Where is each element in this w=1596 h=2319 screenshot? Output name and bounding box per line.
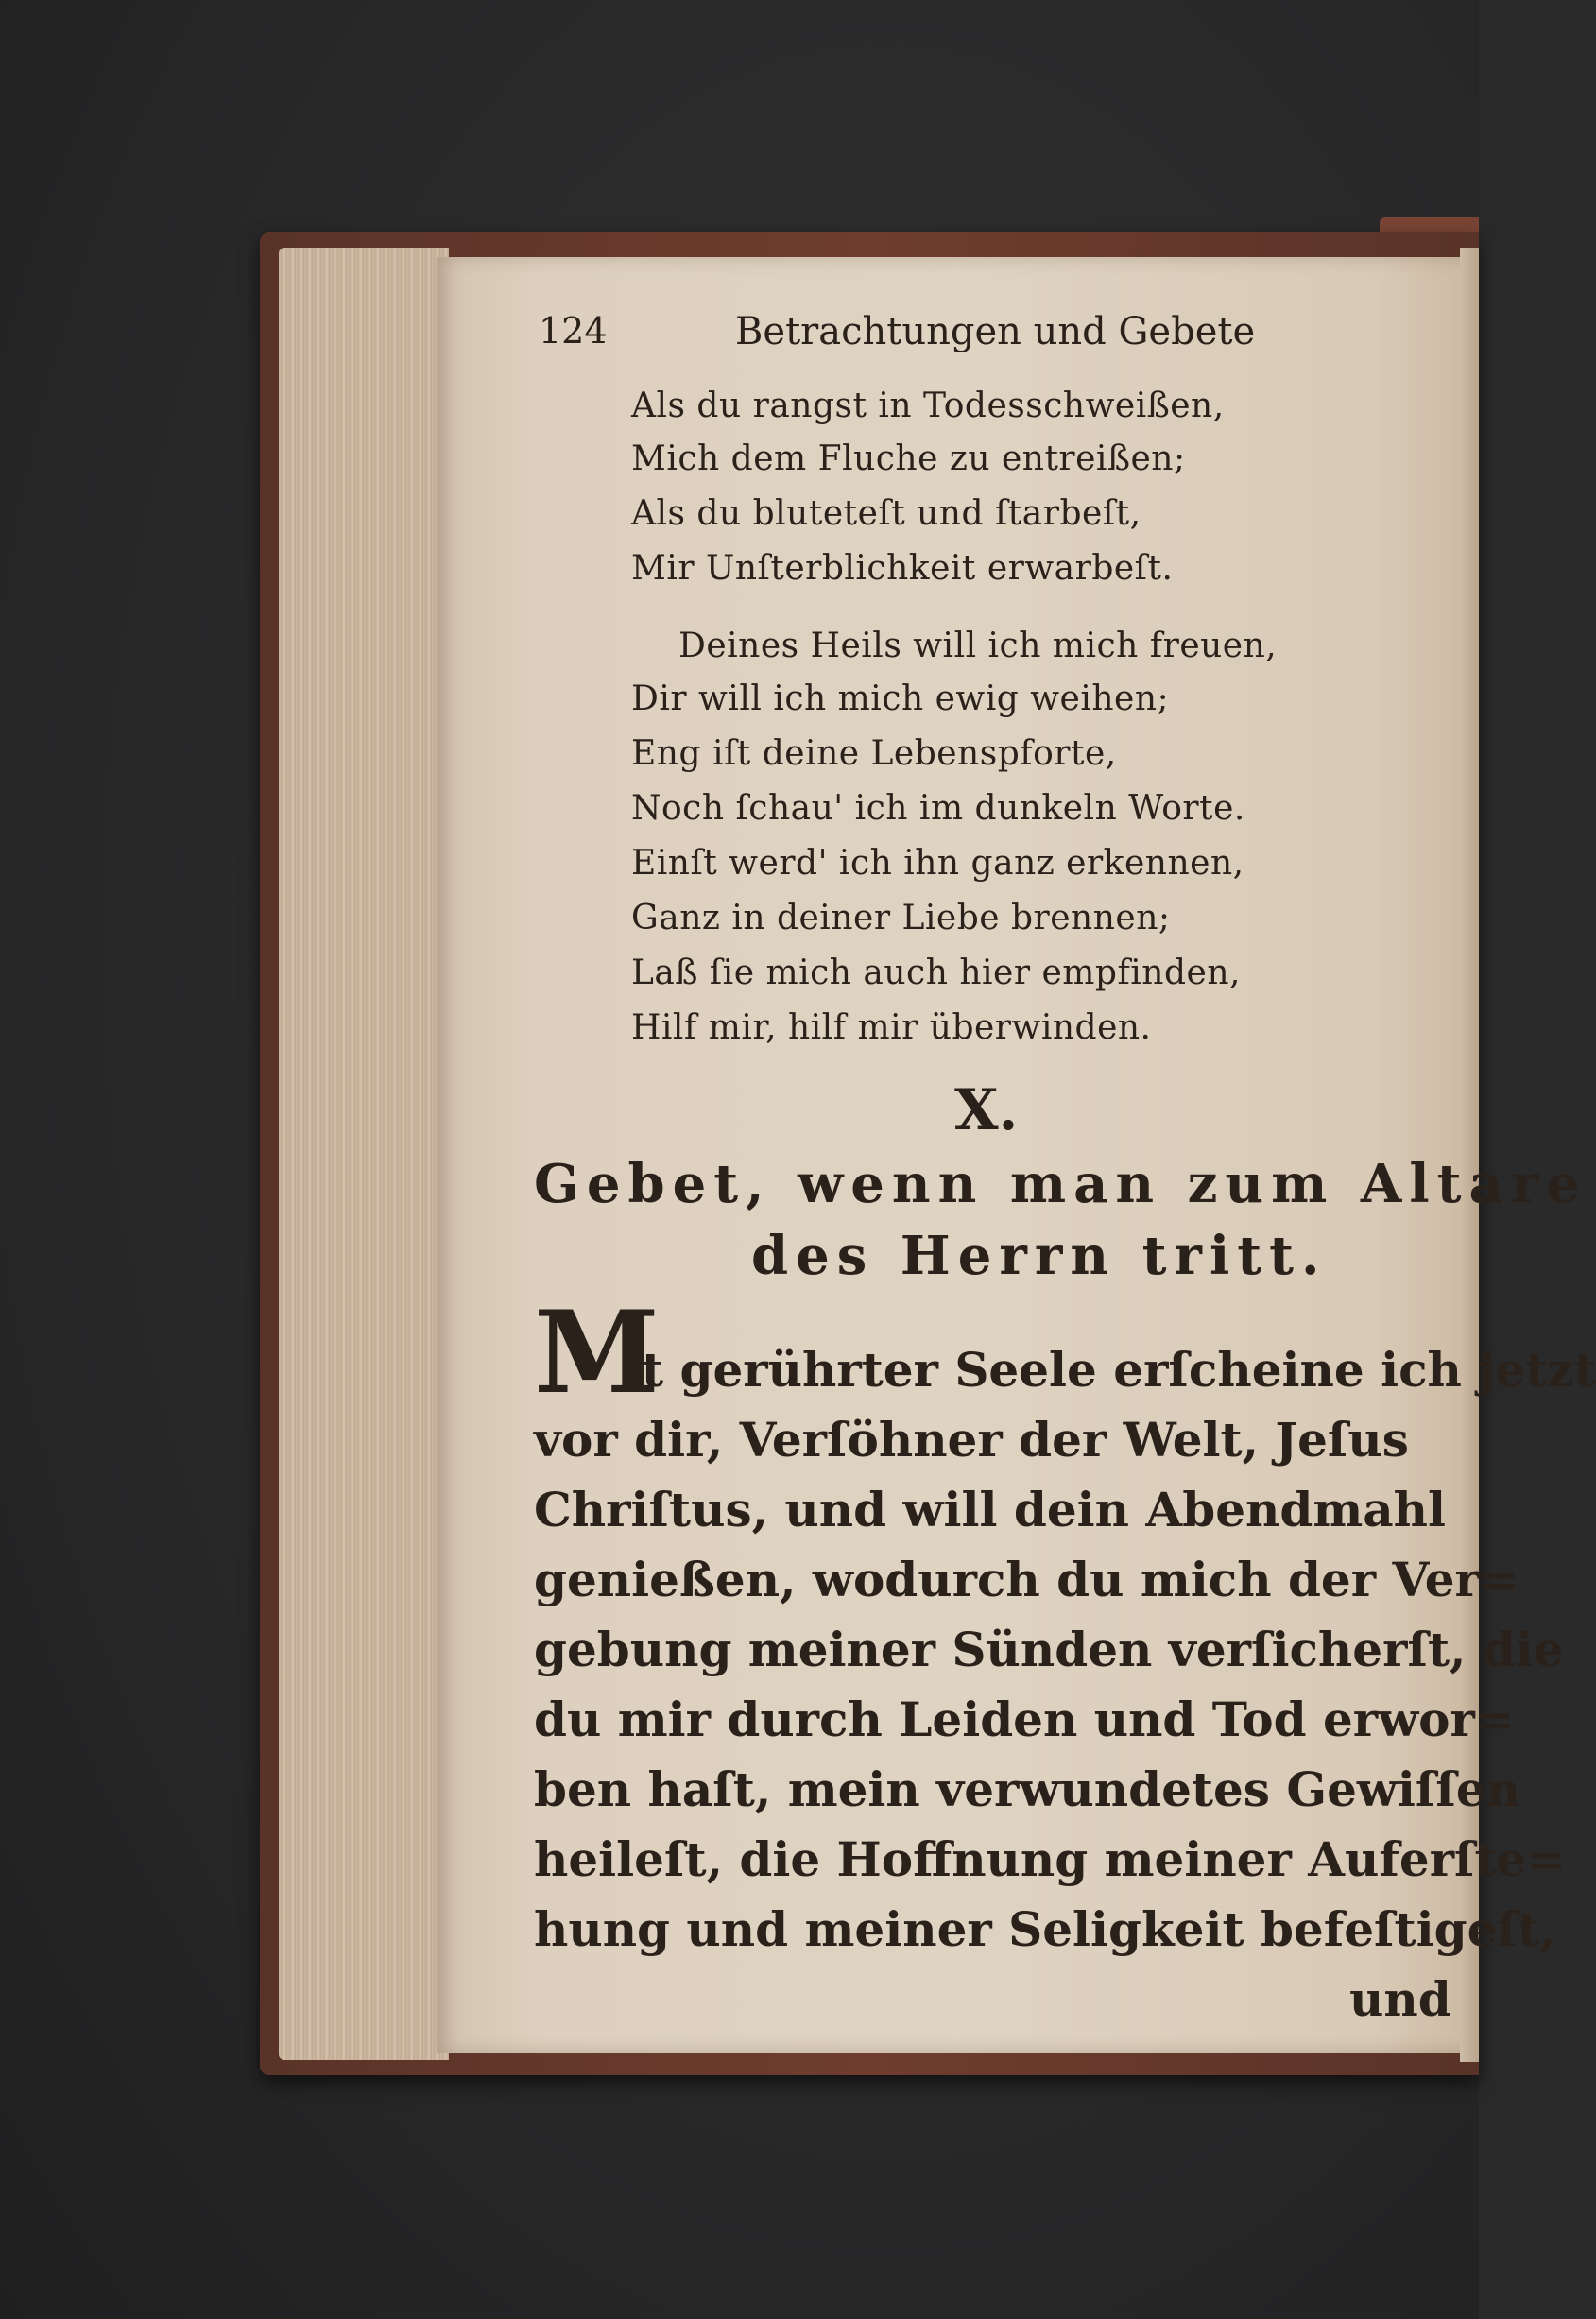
stanza-line: Einſt werd' ich ihn ganz erkennen, (631, 844, 1244, 883)
body-line: it gerührter Seele erſcheine ich jetzt (624, 1342, 1596, 1398)
verse-line: Als du rangst in Todesschweißen, (631, 386, 1225, 425)
page-number: 124 (539, 310, 608, 352)
stanza-line: Eng iſt deine Lebenspforte, (631, 734, 1117, 773)
verse-line: Als du bluteteſt und ſtarbeſt, (631, 494, 1141, 533)
stanza-line: Noch ſchau' ich im dunkeln Worte. (631, 789, 1245, 828)
verse-line: Mich dem Fluche zu entreißen; (631, 439, 1186, 478)
body-line: ben haſt, mein verwundetes Gewiſſen (534, 1761, 1521, 1817)
stanza-line: Hilf mir, hilf mir überwinden. (631, 1008, 1152, 1047)
body-line: genießen, wodurch du mich der Ver= (534, 1552, 1519, 1607)
drop-cap: M (534, 1286, 660, 1419)
body-line: gebung meiner Sünden verſicherſt, die (534, 1622, 1564, 1677)
body-line: du mir durch Leiden und Tod erwor= (534, 1692, 1515, 1747)
section-heading-line: Gebet, wenn man zum Altare (534, 1153, 1587, 1215)
stanza-line: Ganz in deiner Liebe brennen; (631, 899, 1171, 937)
stanza-line: Laß ſie mich auch hier empfinden, (631, 953, 1241, 992)
running-title: Betrachtungen und Gebete (735, 310, 1256, 353)
body-line: hung und meiner Seligkeit befeſtigeſt, (534, 1901, 1556, 1957)
stanza-line: Deines Heils will ich mich freuen, (678, 627, 1278, 665)
catchword: und (1349, 1971, 1451, 2027)
section-numeral: X. (954, 1077, 1019, 1143)
body-line: heileſt, die Hoffnung meiner Auferſte= (534, 1831, 1567, 1887)
stanza-line: Dir will ich mich ewig weihen; (631, 679, 1170, 718)
page-block-edges (279, 248, 449, 2060)
body-line: Chriſtus, und will dein Abendmahl (534, 1482, 1446, 1537)
verse-line: Mir Unſterblichkeit erwarbeſt. (631, 549, 1174, 588)
section-heading-line: des Herrn tritt. (751, 1225, 1328, 1287)
body-line: vor dir, Verſöhner der Welt, Jeſus (534, 1412, 1409, 1468)
